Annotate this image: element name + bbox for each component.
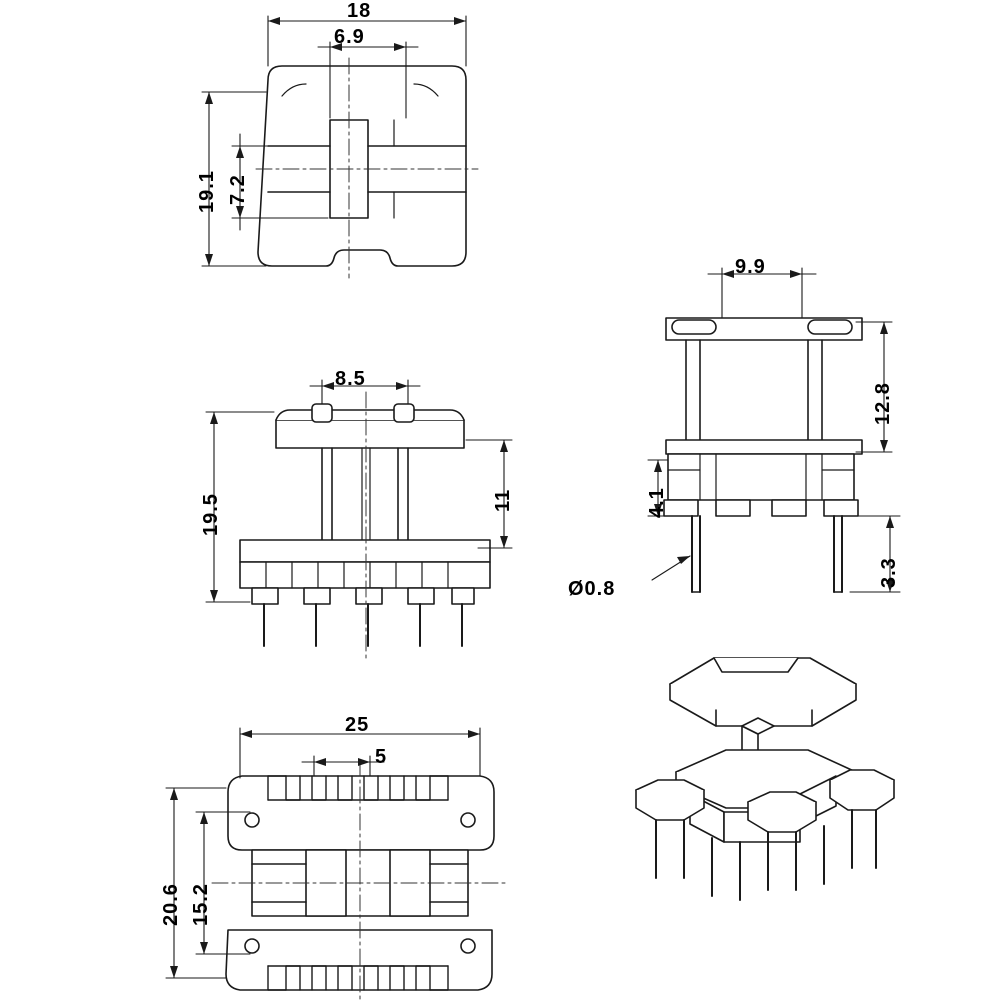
dim-label-19-1: 19.1: [196, 170, 218, 213]
dim-label-19-5: 19.5: [200, 493, 222, 536]
dim-label-18: 18: [347, 0, 372, 22]
dim-label-15-2: 15.2: [190, 883, 212, 926]
dim-label-5: 5: [375, 746, 388, 768]
view-top: [202, 16, 478, 278]
view-iso: [636, 658, 894, 900]
dim-label-7-2: 7.2: [227, 174, 249, 205]
dim-label-11: 11: [492, 488, 514, 512]
dim-label-12-8: 12.8: [872, 382, 894, 425]
dim-label-pin-diameter: Ø0.8: [568, 578, 616, 600]
view-bottom: [166, 728, 508, 1000]
dim-label-4-1: 4.1: [646, 487, 668, 518]
dim-label-20-6: 20.6: [160, 883, 182, 926]
dim-label-9-9: 9.9: [735, 256, 766, 278]
view-side: [648, 268, 900, 592]
dim-label-8-5: 8.5: [335, 368, 366, 390]
view-front: [206, 380, 512, 662]
dim-label-25: 25: [345, 714, 370, 736]
dim-label-6-9: 6.9: [334, 26, 365, 48]
dim-label-3-3: 3.3: [878, 557, 900, 588]
